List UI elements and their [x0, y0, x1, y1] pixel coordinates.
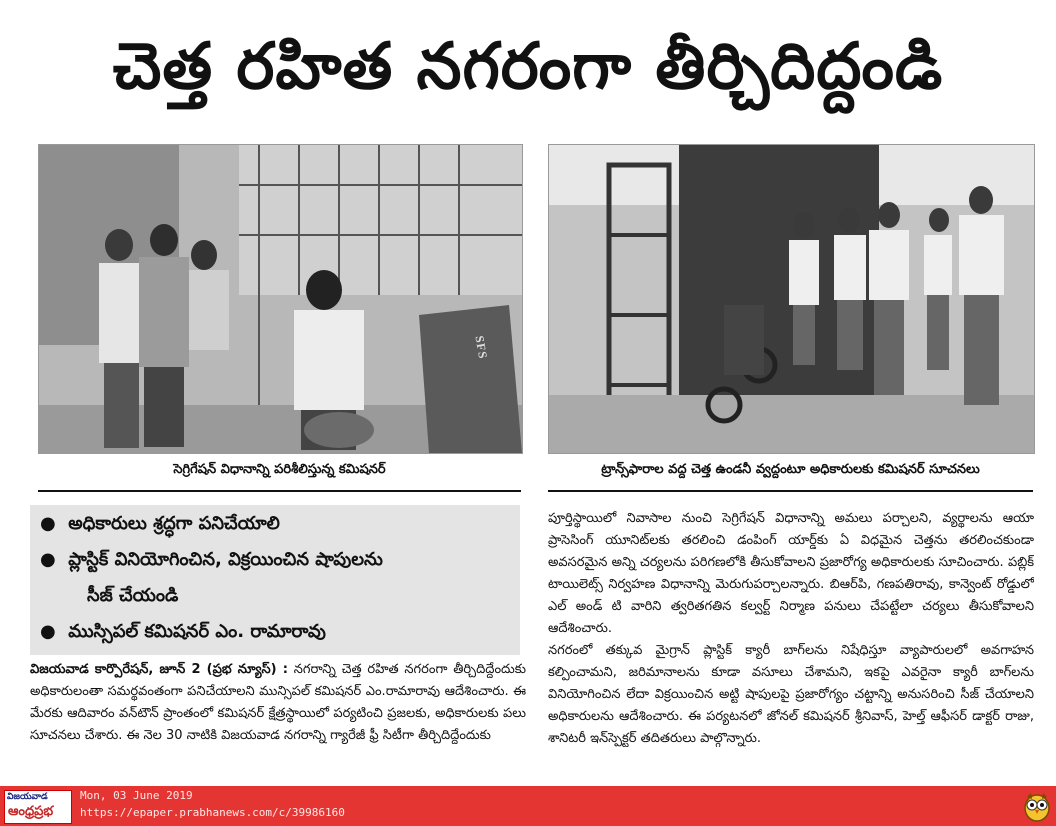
- headline: చెత్త రహిత నగరంగా తీర్చిదిద్దండి: [112, 30, 944, 104]
- footer-url[interactable]: https://epaper.prabhanews.com/c/39986160: [80, 806, 345, 819]
- photo-right-image: [549, 145, 1034, 453]
- caption-divider-left: [38, 490, 521, 492]
- caption-divider-right: [548, 490, 1033, 492]
- bullet-icon: ●: [40, 621, 56, 642]
- photo-left-caption: సెగ్రిగేషన్ విధానాన్ని పరిశీలిస్తున్న కమిషనర్: [173, 462, 386, 477]
- footer-date: Mon, 03 June 2019: [80, 789, 193, 802]
- photo-right-caption: ట్రాన్స్‌ఫారాల వద్ద చెత్త ఉండనీ వ్వద్దంటూ అధికారులకు కమిషనర్ సూచనలు: [601, 462, 980, 477]
- logo-edition: విజయవాడ: [7, 792, 48, 802]
- article-right-column: [548, 508, 1034, 778]
- article-left-body: నగరాన్ని చెత్త రహిత నగరంగా తీర్చిదిద్దేందుకు అధికారులంతా సమర్థవంతంగా పనిచేయాలని మున్సిపల్ కమిషనర్ ఎం.రామారావు ఆదేశించారు. ఈ మేరకు ఆదివారం వన్‌టౌన్ ప్రాంతంలో కమిషనర్ క్షేత్రస్థాయిలో పర్యటించి ప్రజలకు, అధికారులకు పలు సూచనలు చేశారు. ఈ నెల 30 నాటికి విజయవాడ నగరాన్ని గ్యారేజీ ఫ్రీ సిటీగా తీర్చిదిద్దేందుకు: [30, 662, 526, 743]
- photo-left-sign: SFS: [472, 334, 491, 361]
- logo-title: ఆంధ్రప్రభ: [8, 804, 54, 819]
- highlights-box: [30, 505, 520, 655]
- highlight-item: ● ముస్సిపల్ కమిషనర్ ఎం. రామారావు: [40, 621, 326, 642]
- article-left-column: [30, 659, 526, 779]
- photo-left-image: [39, 145, 522, 453]
- owl-icon[interactable]: [1022, 790, 1052, 822]
- publication-logo[interactable]: [4, 790, 72, 824]
- highlight-item: ● ప్లాస్టిక్ వినియోగించిన, విక్రయించిన షాపులను: [40, 549, 383, 570]
- photo-left: [38, 144, 523, 454]
- photo-right: [548, 144, 1035, 454]
- highlight-item-continuation: సీజ్ చేయండి: [87, 585, 179, 606]
- article-dateline: విజయవాడ కార్పొరేషన్, జూన్ 2 (ప్రభ న్యూస్) :: [30, 662, 288, 677]
- article-right-paragraph-2: నగరంలో తక్కువ మైగ్రాన్ ప్లాస్టిక్ క్యారీ బాగ్‌లను నిషేధిస్తూ వ్యాపారులలో అవగాహన కల్పించామని, జరిమానాలను కూడా వసూలు చేశామని, ఇకపై ఎవరైనా క్యారీ బాగ్‌లను వినియోగించిన లేదా విక్రయించిన అట్టి షాపులపై ప్రజారోగ్యం చట్టాన్ని అనుసరించి సీజ్ చేయాలని అధికారులను ఆదేశించారు. ఈ పర్యటనలో జోనల్ కమిషనర్ శ్రీనివాస్, హెల్త్ ఆఫీసర్ డాక్టర్ రాజు, శానిటరీ ఇన్‌స్పెక్టర్ తదితరులు పాల్గొన్నారు.: [548, 643, 1034, 746]
- article-right-paragraph-1: పూర్తిస్థాయిలో నివాసాల నుంచి సెగ్రిగేషన్ విధానాన్ని అమలు పర్చాలని, వ్యర్థాలను ఆయా ప్రాసెసింగ్ యూనిట్‌లకు తరలించి డంపింగ్ యార్డ్‌కు ఏ విధమైన చెత్తను తరలించకుండా అవసరమైన అన్ని చర్యలను పరిగణలోకి తీసుకోవాలని ప్రజారోగ్య అధికారులకు సూచించారు. పబ్లిక్ టాయిలెట్స్ నిర్వహణ విధానాన్ని మెరుగుపర్చాలన్నారు. బిఆర్‌పి, గణపతిరావు, కాన్వెంట్ రోడ్డులో ఎల్ అండ్ టి వారిని త్వరితగతిన కల్వర్ట్ నిర్మాణ పనులు చేపట్టేలా చర్యలు తీసుకోవాలని ఆదేశించారు.: [548, 511, 1034, 636]
- bullet-icon: ●: [40, 513, 56, 534]
- bullet-icon: ●: [40, 549, 56, 570]
- highlight-item: ● అధికారులు శ్రద్ధగా పనిచేయాలి: [40, 513, 280, 534]
